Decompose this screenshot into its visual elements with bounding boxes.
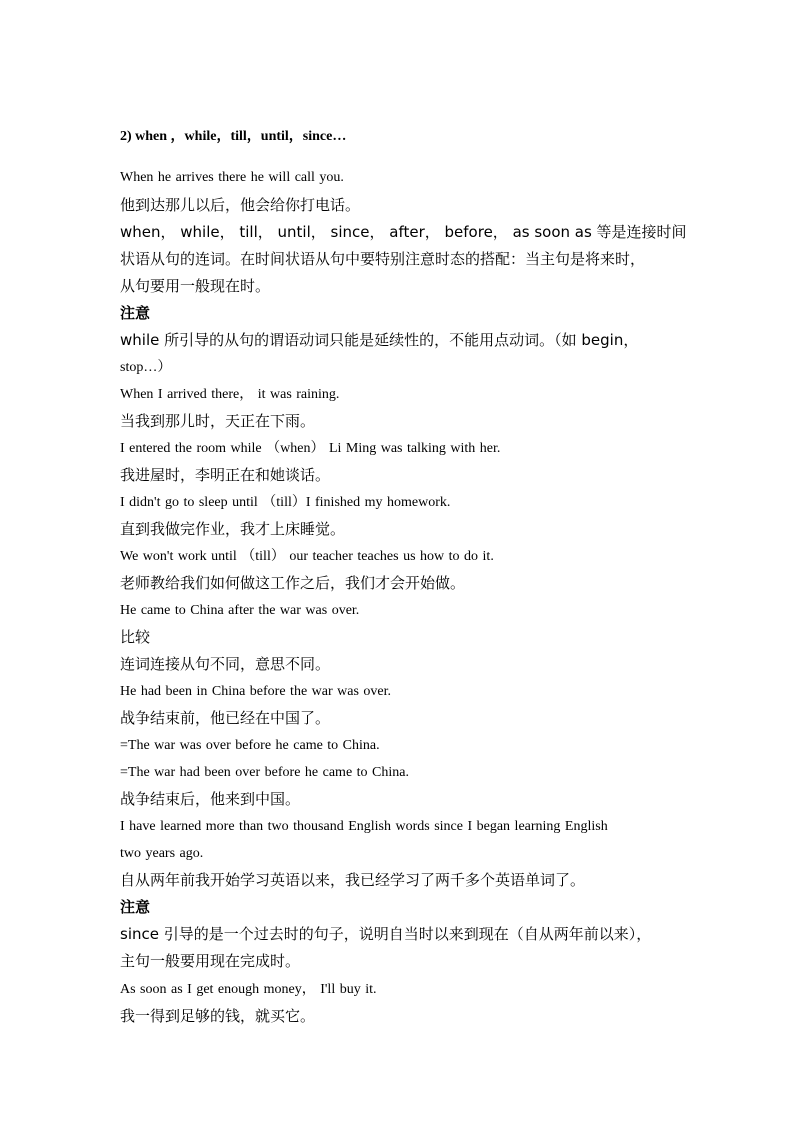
example-translation-zh: 老师教给我们如何做这工作之后，我们才会开始做。 <box>120 574 466 592</box>
example-sentence-en: I didn't go to sleep until （till）I finished my homework. <box>120 495 451 510</box>
note-text: since 引导的是一个过去时的句子，说明自当时以来到现在（自从两年前以来）， <box>120 925 652 943</box>
comparison-heading: 比较 <box>120 628 151 646</box>
example-translation-zh: 直到我做完作业，我才上床睡觉。 <box>120 520 346 538</box>
example-sentence-en: He had been in China before the war was over. <box>120 684 392 699</box>
explanation-text: when， while， till， until， since， after， before， as soon as 等是连接时间 <box>120 223 687 241</box>
example-sentence-en: I have learned more than two thousand English words since I began learning English <box>120 819 608 834</box>
example-translation-zh: 当我到那儿时，天正在下雨。 <box>120 412 316 430</box>
note-heading: 注意 <box>120 898 151 916</box>
note-text: stop…） <box>120 360 172 375</box>
example-translation-zh: 战争结束后，他来到中国。 <box>120 790 301 808</box>
note-text: 主句一般要用现在完成时。 <box>120 952 301 970</box>
example-sentence-en: When he arrives there he will call you. <box>120 170 344 185</box>
explanation-text: 状语从句的连词。在时间状语从句中要特别注意时态的搭配：当主句是将来时， <box>120 250 646 268</box>
example-translation-zh: 战争结束前，他已经在中国了。 <box>120 709 331 727</box>
example-translation-zh: 自从两年前我开始学习英语以来，我已经学习了两千多个英语单词了。 <box>120 871 586 889</box>
example-translation-zh: 他到达那儿以后，他会给你打电话。 <box>120 196 361 214</box>
example-sentence-en: two years ago. <box>120 846 204 861</box>
note-heading: 注意 <box>120 304 151 322</box>
example-sentence-en: As soon as I get enough money， I'll buy it. <box>120 982 377 997</box>
example-sentence-en: We won't work until （till） our teacher teaches us how to do it. <box>120 549 494 564</box>
example-sentence-en: =The war was over before he came to China. <box>120 738 380 753</box>
example-translation-zh: 我进屋时，李明正在和她谈话。 <box>120 466 331 484</box>
explanation-text: 从句要用一般现在时。 <box>120 277 271 295</box>
section-heading: 2) when ，while，till，until，since… <box>120 129 347 144</box>
example-sentence-en: I entered the room while （when） Li Ming was talking with her. <box>120 441 501 456</box>
note-text: while 所引导的从句的谓语动词只能是延续性的，不能用点动词。（如 begin， <box>120 331 639 349</box>
example-sentence-en: When I arrived there， it was raining. <box>120 387 340 402</box>
example-sentence-en: He came to China after the war was over. <box>120 603 360 618</box>
example-translation-zh: 我一得到足够的钱，就买它。 <box>120 1007 316 1025</box>
explanation-text: 连词连接从句不同，意思不同。 <box>120 655 331 673</box>
example-sentence-en: =The war had been over before he came to China. <box>120 765 409 780</box>
